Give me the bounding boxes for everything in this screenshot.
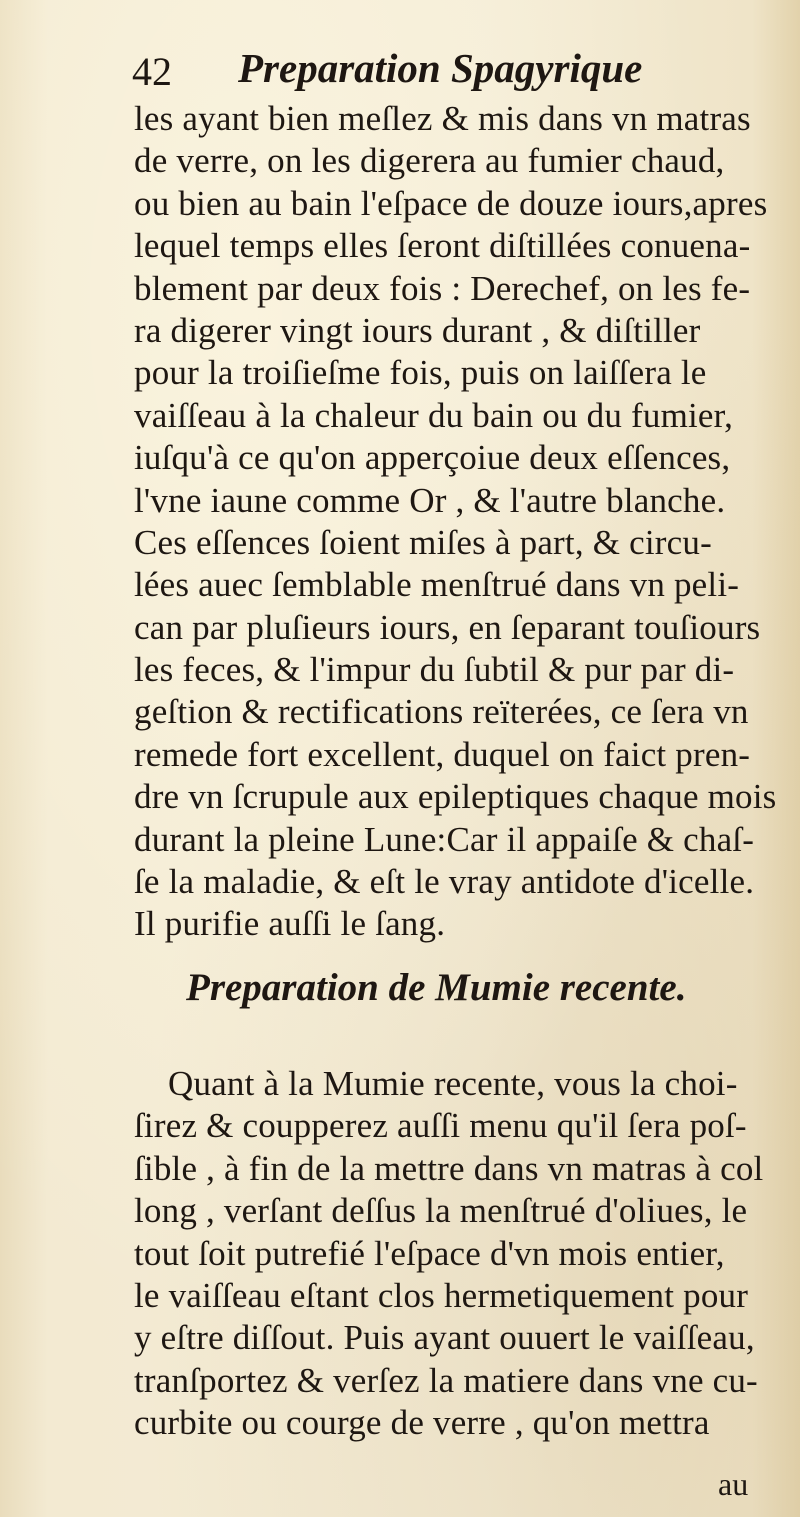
page-header: [132, 42, 732, 98]
text-line: lequel temps elles ſeront diſtillées conuena-: [134, 226, 751, 266]
running-title: Preparation Spagyrique: [238, 45, 643, 91]
text-line: Il purifie auſſi le ſang.: [134, 904, 446, 944]
text-line: ou bien au bain l'eſpace de douze iours,apres: [134, 183, 768, 223]
text-line: les ayant bien meſlez & mis dans vn matras: [134, 99, 751, 138]
text-line: Ces eſſences ſoient miſes à part, & circu-: [134, 522, 712, 562]
text-line: geſtion & rectifications reïterées, ce ſera vn: [134, 692, 749, 732]
text-line: durant la pleine Lune:Car il appaiſe & chaſ-: [134, 819, 755, 859]
text-line: y eſtre diſſout. Puis ayant ouuert le vaiſſeau,: [134, 1318, 755, 1358]
text-line: dre vn ſcrupule aux epileptiques chaque mois: [134, 777, 777, 817]
text-line: de verre, on les digerera au fumier chaud,: [134, 141, 725, 181]
text-line: lées auec ſemblable menſtrué dans vn peli-: [134, 565, 740, 605]
text-line: tranſportez & verſez la matiere dans vne cu-: [134, 1360, 758, 1400]
text-line: can par pluſieurs iours, en ſeparant touſiours: [134, 607, 761, 647]
section-title: Preparation de Mumie recente.: [186, 966, 687, 1009]
text-line: remede fort excellent, duquel on faict pren-: [134, 734, 751, 774]
text-line: le vaiſſeau eſtant clos hermetiquement pour: [134, 1275, 749, 1315]
catchword: au: [718, 1466, 749, 1502]
text-line: ſirez & coupperez auſſi menu qu'il ſera poſ-: [134, 1106, 747, 1146]
page-number: 42: [132, 49, 172, 94]
text-line: ſible , à fin de la mettre dans vn matras à col: [134, 1148, 764, 1188]
paragraph-2: [134, 1063, 794, 1445]
paragraph-1: [134, 98, 794, 946]
text-line: ra digerer vingt iours durant , & diſtiller: [134, 310, 701, 350]
text-line: Quant à la Mumie recente, vous la choi-: [168, 1064, 738, 1103]
text-line: tout ſoit putrefié l'eſpace d'vn mois entier,: [134, 1233, 725, 1273]
text-line: pour la troiſieſme fois, puis on laiſſera le: [134, 353, 707, 393]
text-line: vaiſſeau à la chaleur du bain ou du fumier,: [134, 395, 734, 435]
text-line: long , verſant deſſus la menſtrué d'oliues, le: [134, 1191, 748, 1231]
text-line: l'vne iaune comme Or , & l'autre blanche.: [134, 480, 726, 520]
text-line: iuſqu'à ce qu'on apperçoiue deux eſſences,: [134, 438, 731, 478]
text-line: blement par deux fois : Derechef, on les fe-: [134, 268, 751, 308]
text-line: ſe la maladie, & eſt le vray antidote d'icelle.: [134, 862, 755, 902]
text-line: curbite ou courge de verre , qu'on mettra: [134, 1403, 710, 1443]
text-line: les feces, & l'impur du ſubtil & pur par di-: [134, 650, 735, 690]
